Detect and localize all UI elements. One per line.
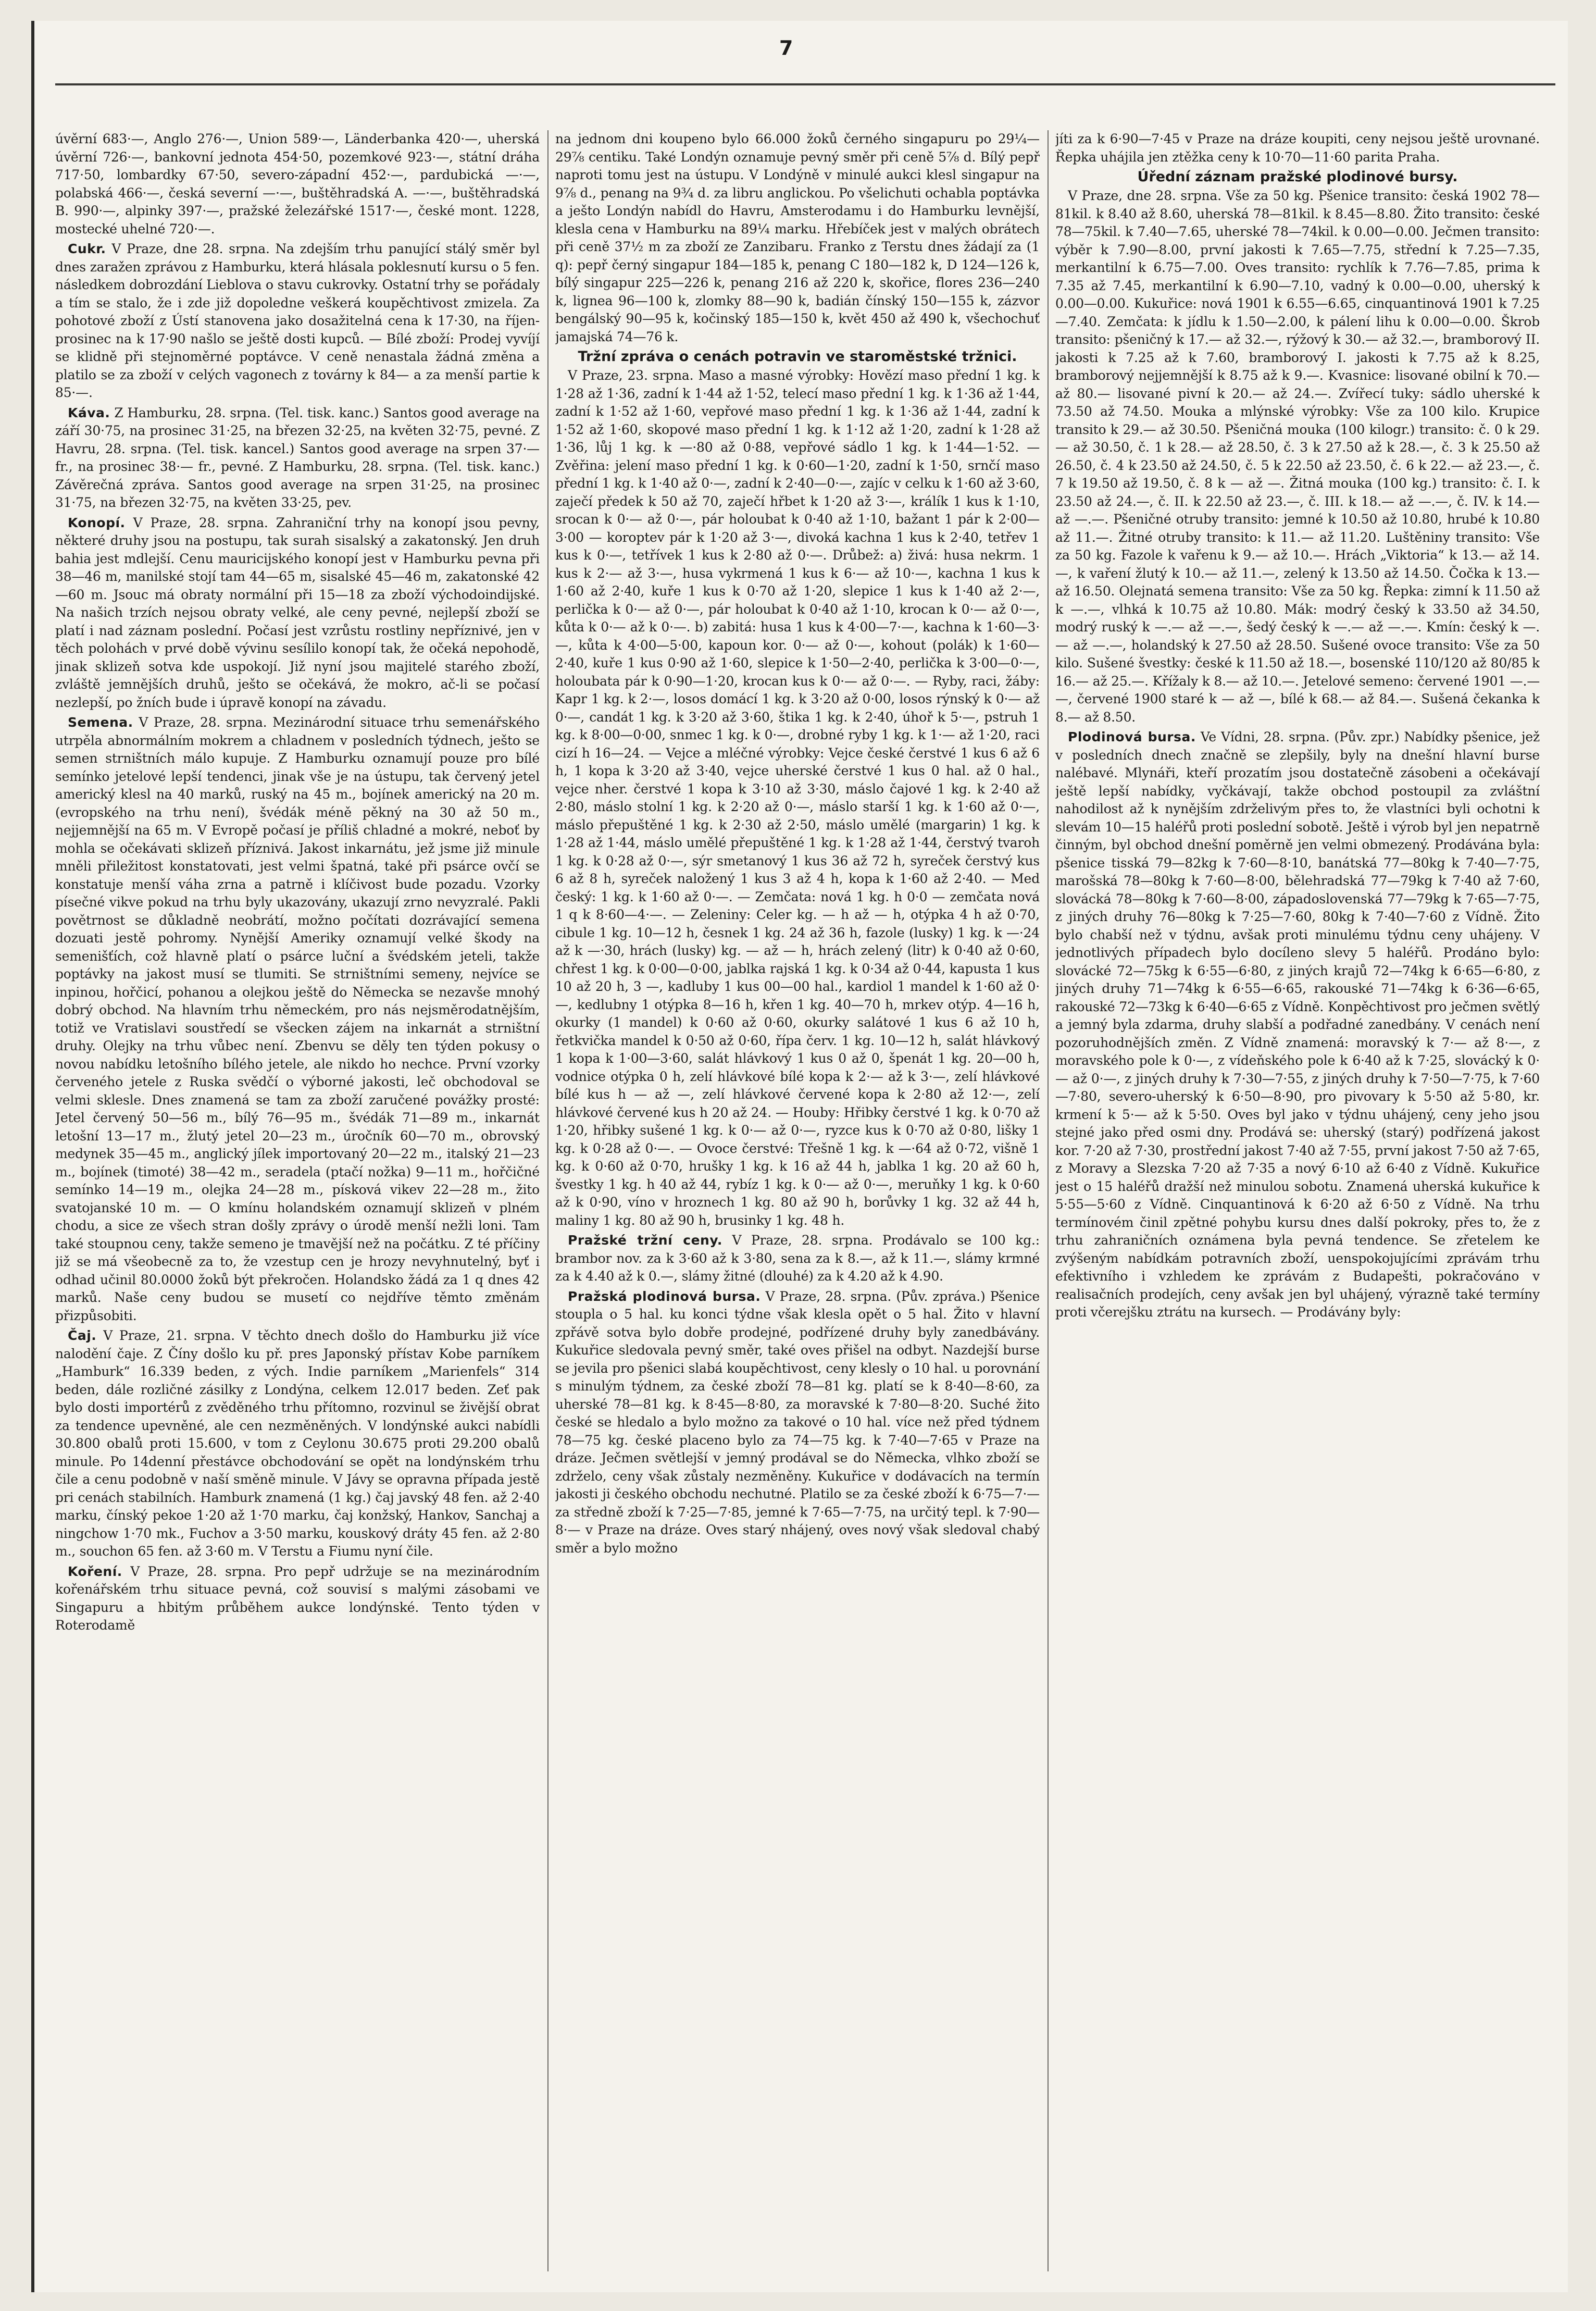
article-paragraph: [55, 514, 540, 712]
article-text: V Praze, dne 28. srpna. Na zdejším trhu panující stálý směr byl dnes zaražen zprávou z Hamburku, která hlásala poklesnutí kursu o 5 fen. následkem dobrozdání Lieblova o stavu cukrovky. Ostatní trhy se pořádaly a tím se stalo, že i zde již dopoledne veškerá koupěchtivost zmizela. Za pohotové zboží z Ústí stanovena jako dosažitelná cena k 17·30, na říjen-prosinec na k 17·90 našlo se ještě dosti kupců. — Bílé zboží: Prodej vyvíjí se klidně při stejnoměrné poptávce. V ceně nenastala žádná změna a platilo se za zboží v celých vagonech z továrny k 84— a za menší partie k 85·—.: [55, 241, 540, 400]
article-paragraph: [55, 130, 540, 238]
section-title: Tržní zpráva o cenách potravin ve staroměstské tržnici.: [578, 349, 1017, 365]
article-text: V Praze, 28. srpna. Zahraniční trhy na konopí jsou pevny, některé druhy jsou na postupu, tak surah sisalský a zakatonský. Jen druh bahia jest mdlejší. Cenu mauricijského konopí jest v Hamburku pevna při 38—46 m, manilské stojí tam 44—65 m, sisalské 45—46 m, zakatonské 42—60 m. Jsouc má obraty normální při 15—18 za zboží východoindijské. Na našich trzích nejsou obraty velké, ale ceny pevné, nejlepší zboží se platí i nad záznam poslední. Počasí jest vzrůstu rostliny nepříznivé, jen v těch polohách v prvé době vývinu sesílilo konopí tak, že očeká nepohodě, jinak sklizeň sotva kde uspokojí. Již nyní jsou majitelé starého zboží, zvláště jemnějších druhů, ješto se očekává, že mokro, ač-li se počasí nezlepší, po žních bude i úpravě konopí na závadu.: [55, 515, 540, 710]
column-2: [555, 130, 1040, 2277]
article-heading: Cukr.: [68, 241, 106, 256]
article-heading: Káva.: [68, 405, 110, 420]
column-rule-1: [547, 130, 548, 2271]
article-text: úvěrní 683·—, Anglo 276·—, Union 589·—, Länderbanka 420·—, uherská úvěrní 726·—, bankovní jednota 454·50, pozemkové 923·—, státní dráha 717·50, lombardky 67·50, severo-západní 452·—, pardubická —·—, polabská 466·—, česká severní —·—, buštěhradská A. —·—, buštěhradská B. 990·—, alpinky 397·—, pražské železářské 1517·—, české mont. 1228, mostecké uhelné 720·—.: [55, 131, 540, 237]
article-text: jíti za k 6·90—7·45 v Praze na dráze koupiti, ceny nejsou ještě urovnané. Řepka uhájila jen ztěžka ceny k 10·70—11·60 parita Praha.: [1055, 131, 1540, 165]
page-number: 7: [779, 36, 793, 59]
article-heading: Čaj.: [68, 1328, 97, 1343]
article-paragraph: [1055, 130, 1540, 166]
column-3: [1055, 130, 1540, 2277]
article-paragraph: [555, 1288, 1040, 1558]
article-paragraph: [55, 714, 540, 1325]
article-heading: Pražská plodinová bursa.: [568, 1288, 761, 1304]
section-title: Úřední záznam pražské plodinové bursy.: [1137, 169, 1458, 185]
article-text: Z Hamburku, 28. srpna. (Tel. tisk. kanc.) Santos good average na září 30·75, na prosinec 31·25, na březen 32·25, na květen 32·75, pevné. Z Havru, 28. srpna. (Tel. tisk. kancel.) Santos good average na srpen 37·— fr., na prosinec 38·— fr., pevné. Z Hamburku, 28. srpna. (Tel. tisk. kanc.) Závěrečná zpráva. Santos good average na srpen 31·25, na prosinec 31·75, na březen 32·75, na květen 33·25, pev.: [55, 405, 540, 510]
article-text: na jednom dni koupeno bylo 66.000 žoků černého singapuru po 29¼—29⅞ centiku. Také Londýn oznamuje pevný směr při ceně 5⅞ d. Bílý pepř naproti tomu jest na ústupu. V Londýně v minulé aukci klesl singapur na 9⅞ d., penang na 9¾ d. za libru anglickou. Po všelichuti ochabla poptávka a ješto Londýn nabídl do Havru, Amsterodamu i do Hamburku levnější, klesla cena v Hamburku na 89¼ marku. Hřebíček jest v malých obrátech při ceně 37½ m za zboží ze Zanzibaru. Franko z Terstu dnes žádají za (1 q): pepř černý singapur 184—185 k, penang C 180—182 k, D 124—126 k, bílý singapur 225—226 k, penang 216 až 220 k, skořice, flores 236—240 k, lignea 96—100 k, zlomky 88—90 k, badián čínský 150—155 k, zázvor bengálský 90—95 k, kočinský 185—150 k, květ 450 až 490 k, všechochuť jamajská 74—76 k.: [555, 131, 1040, 344]
article-paragraph: [1055, 187, 1540, 726]
article-text: V Praze, 28. srpna. (Pův. zpráva.) Pšenice stoupla o 5 hal. ku konci týdne však klesla opět o 5 hal. Žito v hlavní zpřávě sotva bylo dobře prodejné, podřízené druhy byly zanedbávány. Kukuřice sledovala pevný směr, také oves přišel na odbyt. Nazdejší burse se jevila pro pšenici slabá koupěchtivost, ceny klesly o 10 hal. u porovnání s minulým týdnem, za české zboží 78—81 kg. platí se k 8·40—8·60, za uherské 78—81 kg. k 8·45—8·80, za moravské k 7·80—8·20. Suché žito české se hledalo a bylo možno za takové o 10 hal. více než před týdnem 78—75 kg. české placeno bylo za 74—75 kg. k 7·40—7·65 v Praze na dráze. Ječmen světlejší v jemný prodával se do Německa, vlhko zboží se zdrželo, ceny však zůstaly nezměněny. Kukuřice v dodávacích na termín jakosti ji českého obchodu nechutné. Platilo se za české zboží k 6·75—7·— za středně zboží k 7·25—7·85, jemné k 7·65—7·75, na určitý tepl. k 7·90—8·— v Praze na dráze. Oves starý nhájený, oves nový však sledoval chabý směr a bylo možno: [555, 1288, 1040, 1556]
column-1: [55, 130, 540, 2277]
article-paragraph: [555, 130, 1040, 346]
newspaper-page: [31, 21, 1568, 2292]
article-paragraph: [555, 367, 1040, 1229]
article-heading: Plodinová bursa.: [1068, 729, 1196, 744]
header-rule: [55, 83, 1555, 85]
article-text: Ve Vídni, 28. srpna. (Pův. zpr.) Nabídky pšenice, jež v posledních dnech značně se zlepšily, byly na dnešní hlavní burse nalébavé. Mlynáři, kteří prozatím jsou dostatečně zásobeni a očekávají ještě lepší nabídky, vyčkávají, takže obchod postoupil za zvláštní nahodilost až k nynějším zdrželivým přes to, že vlastníci byli ochotni k slevám 10—15 haléřů proti poslední sobotě. Ještě i výrob byl jen nepatrně činným, byl obchod dnešní poměrně jen velmi obmezený. Prodávána byla: pšenice tisská 79—82kg k 7·60—8·10, banátská 77—80kg k 7·40—7·75, marošská 78—80kg k 7·60—8·00, bělehradská 77—79kg k 7·40 až 7·60, slovácká 78—80kg k 7·60—8·00, západoslovenská 77—79kg k 7·65—7·75, z jiných druhy 76—80kg k 7·25—7·60, 80kg k 7·40—7·60 z Vídně. Žito bylo chabší než v týdnu, avšak proti minulému týdnu ceny uhájeny. V jednotlivých případech bylo docíleno slevy 5 haléřů. Prodáno bylo: slovácké 72—75kg k 6·55—6·80, z jiných krajů 72—74kg k 6·65—6·80, z jiných druhy 71—74kg k 6·55—6·65, rakouské 71—74kg k 6·36—6·65, rakouské 72—73kg k 6·40—6·65 z Vídně. Konpěchtivost pro ječmen světlý a jemný byla zdarma, druhy slabší a podřadné zanedbány. V cenách není pozoruhodnějších změn. Z Vídně znamená: moravský k 7·— až 8·—, z moravského pole k 0·—, z vídeňského pole k 6·40 až k 7·25, slovácký k 0·— až 0·—, z jiných druhy k 7·30—7·55, z jiných druhy k 7·50—7·75, k 7·60—7·80, severo-uherský k 6·50—8·90, pro pivovary k 5·50 až 5·80, kr. krmení k 5·— až k 5·50. Oves byl jako v týdnu uhájený, ceny jeho jsou stejné jako před osmi dny. Prodává se: uherský (starý) podřízená jakost kor. 7·20 až 7·30, prostřední jakost 7·40 až 7·55, první jakost 7·50 až 7·65, z Moravy a Slezska 7·20 až 7·35 a nový 6·10 až 6·40 z Vídně. Kukuřice jest o 15 haléřů dražší než minulou sobotu. Znamená uherská kukuřice k 5·55—5·60 z Vídně. Cinquantinová k 6·20 až 6·50 z Vídně. Na trhu termínovém činil zpětné pohybu kursu dnes další pokroky, přes to, že z trhu zahraničních oznámena byla pevná tendence. Se zřetelem ke zvýšeným nabídkám potravních zboží, uenspokojujícími zprávám trhu efektivního i vzhledem ke zprávám z Budapešti, pokračováno v realisačních prodejích, ceny avšak jen byl uhájený, výrazně také termíny proti včerejšku ztrátu na kursech. — Prodávány byly:: [1055, 729, 1540, 1320]
article-text: V Praze, 28. srpna. Prodávalo se 100 kg.: brambor nov. za k 3·60 až k 3·80, sena za k 8.—, až k 11.—, slámy krmné za k 4.40 až k 0.—, slámy žitné (dlouhé) za k 4.20 až k 4.90.: [555, 1233, 1040, 1284]
article-text: V Praze, 21. srpna. V těchto dnech došlo do Hamburku již více nalodění čaje. Z Číny došlo ku př. pres Japonský přístav Kobe parníkem „Hamburk“ 16.339 beden, z vých. Indie parníkem „Marienfels“ 314 beden, dále rozličné zásilky z Londýna, celkem 12.017 beden. Zeť pak bylo dosti importérů z zvěděného trhu přítomno, rozvinul se živější obrat za tendence upevněné, ale cen nezměněných. V londýnské aukci nabídli 30.800 obalů proti 15.600, v tom z Ceylonu 30.675 proti 29.200 obalů minule. Po 14denní přestávce obchodování se opět na londýnském trhu čile a cenu podobně v naší směně minule. V Jávy se opravna případa jestě pri cenách stabilních. Hamburk znamená (1 kg.) čaj javský 48 fen. až 2·40 marku, čínský pekoe 1·20 až 1·70 marku, čaj konžský, Hankov, Sanchaj a ningchow 1·70 mk., Fuchov a 3·50 marku, kouskový dráty 45 fen. až 2·80 m., souchon 65 fen. až 3·60 m. V Terstu a Fiumu nyní čile.: [55, 1328, 540, 1559]
article-text: V Praze, 23. srpna. Maso a masné výrobky: Hovězí maso přední 1 kg. k 1·28 až 1·36, zadní k 1·44 až 1·52, telecí maso přední 1 kg. k 1·36 až 1·44, zadní k 1·52 až 1·60, vepřové maso přední 1 kg. k 1·36 až 1·44, zadní k 1·52 až 1·60, skopové maso přední 1 kg. k 1·12 až 1·20, zadní k 1·28 až 1·36, lůj 1 kg. k —·80 až 0·88, vepřové sádlo 1 kg. k 1·44—1·52. — Zvěřina: jelení maso přední 1 kg. k 0·60—1·20, zadní k 1·50, srnčí maso přední 1 kg. k 1·40 až 0·—, zadní k 2·40—0·—, zajíc v celku k 1·60 až 3·60, zaječí předek k 50 až 70, zaječí hřbet k 1·20 až 3·—, králík 1 kus k 1·10, srocan k 0·— až 0·—, pár holoubat k 0·40 až 1·10, bažant 1 pár k 2·00—3·00 — koroptev pár k 1·20 až 3·—, divoká kachna 1 kus k 2·40, tetřev 1 kus k 0·—, tetřívek 1 kus k 2·80 až 0·—. Drůbež: a) živá: husa nekrm. 1 kus k 2·— až 3·—, husa vykrmená 1 kus k 6·— až 10·—, kachna 1 kus k 1·60 až 2·40, kuře 1 kus k 0·70 až 1·20, slepice 1 kus k 1·40 až 2·—, perlička k 0·— až 0·—, pár holoubat k 0·40 až 1·10, krocan k 0·— až 0·—, kůta k 0·— až k 0·—. b) zabitá: husa 1 kus k 4·00—7·—, kachna k 1·60—3·—, kůta k 4·00—5·00, kapoun kor. 0·— až 0·—, kohout (polák) k 1·60—2·40, kuře 1 kus 0·90 až 1·60, slepice k 1·50—2·40, perlička k 3·00—0·—, holoubata pár k 0·90—1·20, krocan kus k 0·— až 0·—. — Ryby, raci, žáby: Kapr 1 kg. k 2·—, losos domácí 1 kg. k 3·20 až 0·00, losos rýnský k 0·— až 0·—, candát 1 kg. k 3·20 až 3·60, štika 1 kg. k 2·40, úhoř k 5·—, pstruh 1 kg. k 8·00—0·00, snmec 1 kg. k 0·—, drobné ryby 1 kg. k 1·— až 1·20, raci cizí h 16—24. — Vejce a mléčné výrobky: Vejce české čerstvé 1 kus 6 až 6 h, 1 kopa k 3·20 až 3·40, vejce uherské čerstvé 1 kus 0 hal. až 0 hal., vejce nher. čerstvé 1 kopa k 3·10 až 3·30, máslo čajové 1 kg. k 2·40 až 2·80, máslo stolní 1 kg. k 2·20 až 0·—, máslo starší 1 kg. k 1·60 až 0·—, máslo přepuštěné 1 kg. k 2·30 až 2·50, máslo umělé (margarin) 1 kg. k 1·28 až 1·44, máslo umělé přepuštěné 1 kg. k 1·28 až 1·44, čerstvý tvaroh 1 kg. k 0·28 až 0·—, sýr smetanový 1 kus 36 až 72 h, syreček čerstvý kus 6 až 8 h, syreček naložený 1 kus 3 až 4 h, kopa k 1·60 až 2·40. — Med český: 1 kg. k 1·60 až 0·—. — Zemčata: nová 1 kg. h 0·0 — zemčata nová 1 q k 8·60—4·—. — Zeleniny: Celer kg. — h až — h, otýpka 4 h až 0·70, cibule 1 kg. 10—12 h, česnek 1 kg. 24 až 36 h, fazole (lusky) 1 kg. k —·24 až k —·30, hrách (lusky) kg. — až — h, hrách zelený (litr) k 0·40 až 0·60, chřest 1 kg. k 0·00—0·00, jablka rajská 1 kg. k 0·34 až 0·44, kapusta 1 kus 10 až 20 h, 3 —, kadluby 1 kus 00—00 hal., kardiol 1 mandel k 1·60 až 0·—, kedlubny 1 otýpka 8—16 h, křen 1 kg. 40—70 h, mrkev otýp. 4—16 h, okurky (1 mandel) k 0·60 až 0·60, okurky salátové 1 kus 6 až 10 h, řetkvička mandel k 0·50 až 0·60, řípa červ. 1 kg. 10—12 h, salát hlávkový 1 kopa k 1·00—3·60, salát hlávkový 1 kus 0 až 0, špenát 1 kg. 20—00 h, vodnice otýpka 0 h, zelí hlávkové bílé kopa k 2·— až k 3·—, zelí hlávkové bílé kus h — až —, zelí hlávkové červené kopa k 2·80 až 12·—, zelí hlávkové červené kus h 20 až 24. — Houby: Hřibky čerstvé 1 kg. k 0·70 až 1·20, hřibky sušené 1 kg. k 0·— až 0·—, ryzce kus k 0·70 až 0·80, lišky 1 kg. k 0·28 až 0·—. — Ovoce čerstvé: Třešně 1 kg. k —·64 až 0·72, višně 1 kg. k 0·60 až 0·70, hrušky 1 kg. k 16 až 44 h, jablka 1 kg. 20 až 60 h, švestky 1 kg. h 40 až 44, rybíz 1 kg. k 0·— až 0·—, meruňky 1 kg. k 0·60 až k 0·90, víno v hroznech 1 kg. 80 až 90 h, borůvky 1 kg. 32 až 44 h, maliny 1 kg. 80 až 90 h, brusinky 1 kg. 48 h.: [555, 368, 1040, 1228]
article-paragraph: [1055, 728, 1540, 1322]
article-paragraph: [55, 1563, 540, 1635]
article-heading: Pražské tržní ceny.: [568, 1233, 722, 1248]
article-heading: Semena.: [68, 715, 133, 730]
column-rule-2: [1048, 130, 1049, 2271]
article-text: V Praze, dne 28. srpna. Vše za 50 kg. Pšenice transito: česká 1902 78—81kil. k 8.40 až 8.60, uherská 78—81kil. k 8.45—8.80. Žito transito: české 78—75kil. k 7.40—7.65, uherské 78—74kil. k 0.00—0.00. Ječmen transito: výběr k 7.90—8.00, první jakosti k 7.65—7.75, střední k 7.25—7.35, merkantilní k 6.75—7.00. Oves transito: rychlík k 7.76—7.85, prima k 7.35 až 7.45, merkantilní k 6.90—7.10, vadný k 0.00—0.00, uherský k 0.00—0.00. Kukuřice: nová 1901 k 6.55—6.65, cinquantinová 1901 k 7.25—7.40. Zemčata: k jídlu k 1.50—2.00, k pálení lihu k 0.00—0.00. Škrob transito: pšeničný k 17.— až 32.—, rýžový k 30.— až 32.—, bramborový II. jakosti k 7.25 až k 7.60, bramborový I. jakosti k 7.75 až k 8.25, bramborový nejjemnější k 8.75 až k 9.—. Kvasnice: lisované obilní k 70.— až 80.— lisované pivní k 20.— až 24.—. Zvířecí tuky: sádlo uherské k 73.50 až 74.50. Mouka a mlýnské výrobky: Vše za 100 kilo. Krupice transito k 29.— až 30.50. Pšeničná mouka (100 kilogr.) transito: č. 0 k 29.— až 30.50, č. 1 k 28.— až 28.50, č. 3 k 27.50 až k 28.—, č. 3 k 25.50 až 26.50, č. 4 k 23.50 až 24.50, č. 5 k 22.50 až 23.50, č. 6 k 22.— až 23.—, č. 7 k 19.50 až 19.50, č. 8 k — až —. Žitná mouka (100 kg.) transito: č. I. k 23.50 až 24.—, č. II. k 22.50 až 23.—, č. III. k 18.— až —.—, č. IV. k 14.— až —.—. Pšeničné otruby transito: jemné k 10.50 až 10.80, hrubé k 10.80 až 11.—. Žitné otruby transito: k 11.— až 11.20. Luštěniny transito: Vše za 50 kg. Fazole k vařenu k 9.— až 10.—. Hrách „Viktoria“ k 13.— až 14.—, k vaření žlutý k 10.— až 11.—, zelený k 13.50 až 14.50. Čočka k 13.— až 16.50. Olejnatá semena transito: Vše za 50 kg. Řepka: zimní k 11.50 až k —.—, vlhká k 10.75 až 10.80. Mák: modrý český k 33.50 až 34.50, modrý ruský k —.— až —.—, šedý český k —.— až —.—. Kmín: český k —.— až —.—, holandský k 27.50 až 28.50. Sušené ovoce transito: Vše za 50 kilo. Sušené švestky: české k 11.50 až 18.—, bosenské 110/120 až 80/85 k 16.— až 25.—. Křížaly k 8.— až 10.—. Jetelové semeno: červené 1901 —.— —, červené 1900 staré k — až —, bílé k 68.— až 84.—. Sušená čekanka k 8.— až 8.50.: [1055, 188, 1540, 725]
article-heading: Konopí.: [68, 515, 126, 530]
article-paragraph: [55, 240, 540, 402]
article-paragraph: [555, 1232, 1040, 1286]
article-paragraph: [55, 1327, 540, 1561]
article-text: V Praze, 28. srpna. Mezinárodní situace trhu semenářského utrpěla abnormálním mokrem a chladnem v posledních týdnech, ješto se semen strništních málo kupuje. Z Hamburku oznamují pouze pro bílé semínko jetelové lepší tendenci, jinak vše je na ústupu, tak červený jetel americký klesl na 40 marků, ruský na 45 m., bojínek americký na 20 m. (evropského na trhu není), švédák méně pěkný na 30 až 50 m., nejjemnější na 65 m. V Evropě počasí je příliš chladné a mokré, neboť by mohla se očekávati sklizeň příznivá. Jakost inkarnátu, jež jsme již minule mněli přiležitost konstatovati, jest velmi špatná, také při psárce ovčí se konstatuje menší váha zrna a patrně i klíčivost bude pozadu. Vzorky písečné vikve pokud na trhu byly ukazovány, ukazují zrno nevyzralé. Pakli povětrnost se důkladně neobrátí, možno počítati dozrávající semena dozuati jestě pohromy. Nynější Ameriky oznamují velké škody na semenišťích, což hlavně platí o psárce luční a švédském jeteli, takže poptávky na jakost musí se tlumiti. Se strništními semeny, nejvíce se inpinou, hořčicí, pohanou a olejkou ještě do Německa se nezavše mnohý dobrý obchod. Na hlavním trhu německém, pro nás nejsměrodatnějším, totiž ve Vratislavi soustředí se všecken zájem na inkarnát a strništní druhy. Olejky na trhu vůbec není. Zbenvu se děly ten týden pokusy o novou nabídku letošního bílého jetele, ale nikdo ho nechce. První vzorky červeného jetele z Ruska svědčí o výborné jakosti, leč obchodoval se velmi sklesle. Dnes znamená se tam za zboží zaručené povážky prosté: Jetel červený 50—56 m., bílý 76—95 m., švédák 71—89 m., inkarnát letošní 13—17 m., žlutý jetel 20—23 m., úročník 60—70 m., obrovský medynek 35—45 m., anglický jílek importovaný 20—22 m., italský 21—23 m., bojínek (timoté) 38—42 m., seradela (ptačí nožka) 9—11 m., hořčičné semínko 14—19 m., olejka 24—28 m., písková vikev 22—28 m., žito svatojanské 10 m. — O kmínu holandském oznamují sklizeň v plném chodu, a sice ze všech stran došly zprávy o úrodě menší nežli loni. Tam také stoupnou ceny, takže semeno je tmavější než na počátku. Z té příčiny již se má všeobecně za to, že vzestup cen je hrozy nevyhnutelný, byť i odhad učinil 80.0000 žoků být překročen. Holandsko žádá za 1 q dnes 42 marků. Naše ceny budou se musetí co nejdříve těmto změnám přizpůsobiti.: [55, 715, 540, 1323]
article-heading: Koření.: [68, 1563, 122, 1579]
article-text: V Praze, 28. srpna. Pro pepř udržuje se na mezinárodním kořenářském trhu situace pevná, což souvisí s malými zásobami ve Singapuru a hbitým průběhem aukce londýnské. Tento týden v Roterodamě: [55, 1563, 540, 1633]
article-paragraph: [55, 404, 540, 512]
